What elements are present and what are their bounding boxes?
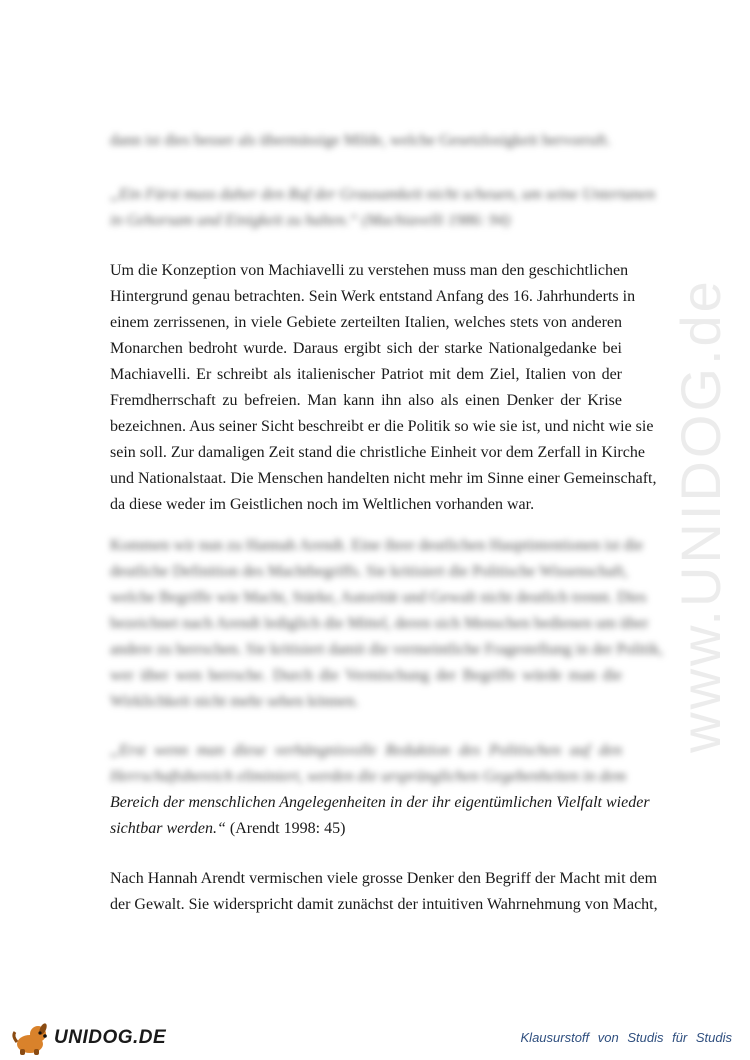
text-line: deutliche Definition des Machtbegriffs. Sie kritisiert die Politische Wissenschaft, <box>110 563 628 580</box>
text-line: Hintergrund genau betrachten. Sein Werk entstand Anfang des 16. Jahrhunderts in <box>110 288 636 305</box>
text-line: Monarchen bedroht wurde. Daraus ergibt sich der starke Nationalgedanke bei <box>110 340 622 357</box>
watermark <box>668 277 732 753</box>
arendt-quote <box>110 738 650 842</box>
machiavelli-quote <box>110 182 656 234</box>
text-line: Bereich der menschlichen Angelegenheiten in der ihr eigentümlichen Vielfalt wieder <box>110 794 650 811</box>
text-line: welche Begriffe wie Macht, Stärke, Autorität und Gewalt nicht deutlich trennt. Dies <box>110 589 647 606</box>
text-line: Wirklichkeit nicht mehr sehen können. <box>110 693 359 710</box>
watermark-text: www.UNIDOG.de <box>668 277 732 753</box>
logo-text: UNIDOG.DE <box>54 1027 167 1048</box>
paragraph-arendt-blurred <box>110 533 664 715</box>
quote-end: sichtbar werden.“ <box>110 820 226 837</box>
quote-citation: (Arendt 1998: 45) <box>225 820 346 837</box>
paragraph-machiavelli <box>110 258 657 518</box>
text-line: Herrschaftsbereich eliminiert, werden die ursprünglichen Gegebenheiten in dem <box>110 768 627 785</box>
text-line: einem zerrissenen, in viele Gebiete zerteilten Italien, welches stets von anderen <box>110 314 622 331</box>
text-line: Nach Hannah Arendt vermischen viele grosse Denker den Begriff der Macht mit dem <box>110 870 658 887</box>
blurred-line-top <box>110 128 622 154</box>
footer-tagline: Klausurstoff von Studis für Studis <box>520 1030 732 1045</box>
text-line: „Erst wenn man diese verhängnisvolle Reduktion des Politischen auf den <box>110 742 622 759</box>
dog-mascot-icon <box>10 1020 50 1056</box>
text-line: sein soll. Zur damaligen Zeit stand die christliche Einheit vor dem Zerfall in Kirche <box>110 444 645 461</box>
text-line: Kommen wir nun zu Hannah Arendt. Eine ihrer deutlichen Hauptintentionen ist die <box>110 537 644 554</box>
text-line: Machiavelli. Er schreibt als italienischer Patriot mit dem Ziel, Italien von der <box>110 366 622 383</box>
paragraph-arendt-power <box>110 866 658 918</box>
text-line: in Gehorsam und Einigkeit zu halten.“ (Machiavelli 1986: 94) <box>110 212 511 229</box>
quote-last-line <box>110 816 622 842</box>
text-line: bezeichnen. Aus seiner Sicht beschreibt er die Politik so wie sie ist, und nicht wie sie <box>110 418 654 435</box>
text-line: da diese weder im Geistlichen noch im Weltlichen vorhanden war. <box>110 496 535 513</box>
text-line: bezeichnet nach Arendt lediglich die Mittel, deren sich Menschen bedienen um über <box>110 615 649 632</box>
unidog-logo[interactable] <box>10 1020 166 1056</box>
text-line: wer über wen herrsche. Durch die Vermischung der Begriffe würde man die <box>110 667 622 684</box>
text-line: der Gewalt. Sie widerspricht damit zunächst der intuitiven Wahrnehmung von Macht, <box>110 896 658 913</box>
text-line: andere zu herrschen. Sie kritisiert damit die vermeintliche Fragestellung in der Politik, <box>110 641 664 658</box>
text-line: Um die Konzeption von Machiavelli zu verstehen muss man den geschichtlichen <box>110 262 629 279</box>
text-line: und Nationalstaat. Die Menschen handelten nicht mehr im Sinne einer Gemeinschaft, <box>110 470 657 487</box>
text-line: „Ein Fürst muss daher den Ruf der Grausamkeit nicht scheuen, um seine Untertanen <box>110 186 656 203</box>
text-line: dann ist dies besser als übermässige Milde, welche Gesetzlosigkeit hervorruft. <box>110 132 611 149</box>
text-line: Fremdherrschaft zu befreien. Man kann ihn also als einen Denker der Krise <box>110 392 622 409</box>
